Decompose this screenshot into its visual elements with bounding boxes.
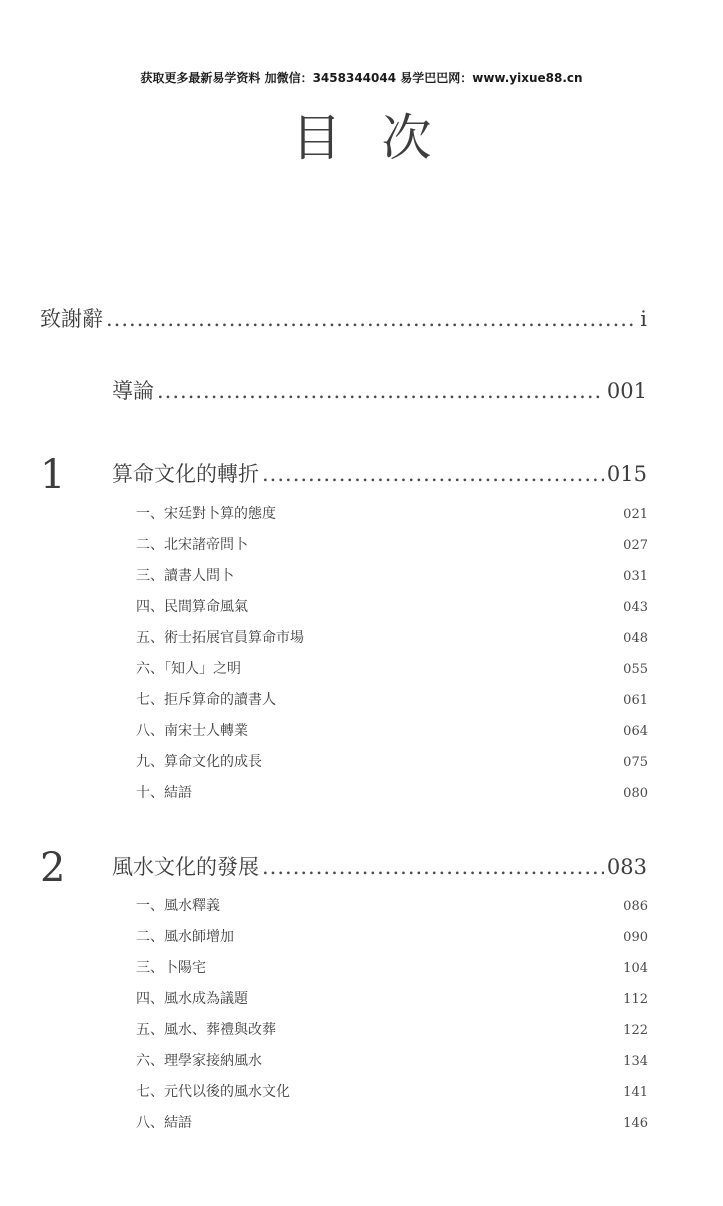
section-item[interactable] bbox=[136, 503, 648, 534]
dot-leader bbox=[106, 307, 637, 331]
section-item[interactable] bbox=[136, 534, 648, 565]
section-page: 086 bbox=[623, 899, 648, 914]
section-item[interactable] bbox=[136, 720, 648, 751]
chapter-1-sections bbox=[136, 503, 648, 813]
section-page: 031 bbox=[623, 569, 648, 584]
section-page: 090 bbox=[623, 930, 648, 945]
section-page: 141 bbox=[623, 1085, 648, 1100]
chapter-number: 1 bbox=[40, 452, 66, 498]
section-label: 三、卜陽宅 bbox=[136, 960, 206, 976]
section-page: 021 bbox=[623, 507, 648, 522]
section-label: 二、風水師增加 bbox=[136, 929, 234, 945]
section-item[interactable] bbox=[136, 1081, 648, 1112]
section-label: 七、拒斥算命的讀書人 bbox=[136, 692, 276, 708]
page-title: 目次 bbox=[291, 109, 472, 167]
toc-entry-label: 導論 bbox=[112, 379, 154, 403]
section-page: 061 bbox=[623, 693, 648, 708]
toc-entry-page: 001 bbox=[606, 379, 647, 403]
section-label: 八、南宋士人轉業 bbox=[136, 723, 248, 739]
section-page: 080 bbox=[623, 786, 648, 801]
toc-entry-chapter-2[interactable] bbox=[112, 851, 647, 881]
section-label: 一、風水釋義 bbox=[136, 898, 220, 914]
section-item[interactable] bbox=[136, 782, 648, 813]
section-label: 四、民間算命風氣 bbox=[136, 599, 248, 615]
toc-entry-label: 致謝辭 bbox=[40, 307, 103, 331]
section-page: 134 bbox=[623, 1054, 648, 1069]
section-page: 055 bbox=[623, 662, 648, 677]
section-item[interactable] bbox=[136, 689, 648, 720]
section-label: 六、理學家接納風水 bbox=[136, 1053, 262, 1069]
section-page: 043 bbox=[623, 600, 648, 615]
dot-leader bbox=[157, 379, 604, 403]
section-page: 027 bbox=[623, 538, 648, 553]
section-item[interactable] bbox=[136, 1019, 648, 1050]
toc-entry-acknowledgements[interactable] bbox=[40, 303, 647, 333]
section-label: 十、結語 bbox=[136, 785, 192, 801]
dot-leader bbox=[262, 855, 604, 879]
section-page: 104 bbox=[623, 961, 648, 976]
section-page: 112 bbox=[623, 992, 648, 1007]
section-item[interactable] bbox=[136, 565, 648, 596]
section-item[interactable] bbox=[136, 895, 648, 926]
section-label: 九、算命文化的成長 bbox=[136, 754, 262, 770]
toc-entry-page: i bbox=[640, 307, 647, 331]
section-label: 六、「知人」之明 bbox=[136, 661, 241, 677]
section-page: 146 bbox=[623, 1116, 648, 1131]
section-item[interactable] bbox=[136, 658, 648, 689]
chapter-page: 015 bbox=[606, 462, 647, 486]
section-item[interactable] bbox=[136, 988, 648, 1019]
section-page: 122 bbox=[623, 1023, 648, 1038]
chapter-2-sections bbox=[136, 895, 648, 1143]
toc-entry-introduction[interactable] bbox=[112, 375, 647, 405]
dot-leader bbox=[262, 462, 604, 486]
chapter-title: 算命文化的轉折 bbox=[112, 462, 259, 486]
section-page: 075 bbox=[623, 755, 648, 770]
section-item[interactable] bbox=[136, 926, 648, 957]
section-label: 七、元代以後的風水文化 bbox=[136, 1084, 290, 1100]
section-item[interactable] bbox=[136, 596, 648, 627]
section-item[interactable] bbox=[136, 627, 648, 658]
section-label: 三、讀書人問卜 bbox=[136, 568, 234, 584]
section-label: 一、宋廷對卜算的態度 bbox=[136, 506, 276, 522]
section-label: 四、風水成為議題 bbox=[136, 991, 248, 1007]
section-label: 八、結語 bbox=[136, 1115, 192, 1131]
section-item[interactable] bbox=[136, 957, 648, 988]
section-label: 二、北宋諸帝問卜 bbox=[136, 537, 248, 553]
section-label: 五、風水、葬禮與改葬 bbox=[136, 1022, 276, 1038]
chapter-page: 083 bbox=[606, 855, 647, 879]
section-label: 五、術士拓展官員算命市場 bbox=[136, 630, 304, 646]
section-page: 048 bbox=[623, 631, 648, 646]
chapter-number: 2 bbox=[40, 845, 66, 891]
chapter-title: 風水文化的發展 bbox=[112, 855, 259, 879]
section-item[interactable] bbox=[136, 1050, 648, 1081]
section-page: 064 bbox=[623, 724, 648, 739]
section-item[interactable] bbox=[136, 751, 648, 782]
watermark-text: 获取更多最新易学资料 加微信：3458344044 易学巴巴网：www.yixue88.cn bbox=[140, 71, 583, 85]
section-item[interactable] bbox=[136, 1112, 648, 1143]
toc-entry-chapter-1[interactable] bbox=[112, 458, 647, 488]
